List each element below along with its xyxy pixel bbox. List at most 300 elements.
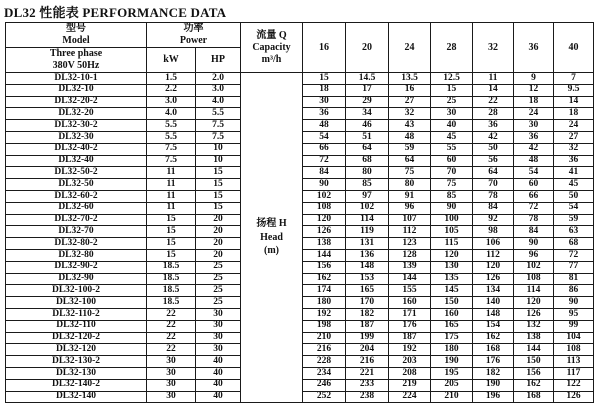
hp-cell: 15 <box>196 190 241 202</box>
head-value-cell: 138 <box>514 332 554 344</box>
head-value-cell: 132 <box>514 320 554 332</box>
head-value-cell: 130 <box>431 261 473 273</box>
head-value-cell: 150 <box>431 297 473 309</box>
head-value-cell: 14 <box>473 84 514 96</box>
head-value-cell: 182 <box>473 367 514 379</box>
kw-cell: 30 <box>147 367 196 379</box>
head-value-cell: 72 <box>554 249 594 261</box>
head-value-cell: 120 <box>473 261 514 273</box>
model-cell: DL32-140-2 <box>6 379 147 391</box>
head-value-cell: 162 <box>303 273 346 285</box>
head-value-cell: 59 <box>389 143 431 155</box>
head-value-cell: 68 <box>554 238 594 250</box>
head-value-cell: 43 <box>389 120 431 132</box>
head-value-cell: 17 <box>346 84 389 96</box>
head-value-cell: 192 <box>303 308 346 320</box>
head-value-cell: 104 <box>554 332 594 344</box>
model-cell: DL32-70-2 <box>6 214 147 226</box>
kw-cell: 30 <box>147 391 196 403</box>
head-value-cell: 114 <box>346 214 389 226</box>
head-value-cell: 32 <box>554 143 594 155</box>
head-value-cell: 144 <box>303 249 346 261</box>
head-value-cell: 190 <box>473 379 514 391</box>
head-value-cell: 198 <box>303 320 346 332</box>
head-value-cell: 90 <box>431 202 473 214</box>
head-value-cell: 117 <box>554 367 594 379</box>
head-value-cell: 64 <box>346 143 389 155</box>
head-value-cell: 24 <box>514 108 554 120</box>
head-value-cell: 148 <box>473 308 514 320</box>
hp-cell: 10 <box>196 155 241 167</box>
head-value-cell: 95 <box>554 308 594 320</box>
head-value-cell: 168 <box>514 391 554 403</box>
head-value-cell: 204 <box>346 344 389 356</box>
model-cell: DL32-50-2 <box>6 167 147 179</box>
head-value-cell: 68 <box>346 155 389 167</box>
head-value-cell: 120 <box>431 249 473 261</box>
hp-cell: 20 <box>196 226 241 238</box>
head-value-cell: 180 <box>431 344 473 356</box>
model-cell: DL32-140 <box>6 391 147 403</box>
head-value-cell: 15 <box>303 73 346 85</box>
head-value-cell: 210 <box>431 391 473 403</box>
kw-cell: 30 <box>147 379 196 391</box>
hp-cell: 4.0 <box>196 96 241 108</box>
model-cell: DL32-80-2 <box>6 238 147 250</box>
head-value-cell: 55 <box>431 143 473 155</box>
head-label-cell <box>241 73 303 403</box>
head-value-cell: 196 <box>473 391 514 403</box>
hp-cell: 25 <box>196 261 241 273</box>
head-value-cell: 36 <box>514 131 554 143</box>
hp-cell: 25 <box>196 297 241 309</box>
model-subheader <box>6 48 147 73</box>
head-value-cell: 199 <box>346 332 389 344</box>
head-value-cell: 48 <box>303 120 346 132</box>
head-value-cell: 84 <box>303 167 346 179</box>
head-value-cell: 139 <box>389 261 431 273</box>
model-cell: DL32-120-2 <box>6 332 147 344</box>
head-value-cell: 180 <box>303 297 346 309</box>
flow-column-header-20: 20 <box>346 23 389 73</box>
head-value-cell: 120 <box>303 214 346 226</box>
head-value-cell: 106 <box>473 238 514 250</box>
head-value-cell: 11 <box>473 73 514 85</box>
power-column-header <box>147 23 241 48</box>
head-value-cell: 190 <box>431 356 473 368</box>
head-value-cell: 9.5 <box>554 84 594 96</box>
head-value-cell: 126 <box>303 226 346 238</box>
model-cell: DL32-90-2 <box>6 261 147 273</box>
head-value-cell: 208 <box>389 367 431 379</box>
model-column-header <box>6 23 147 48</box>
head-value-cell: 70 <box>431 167 473 179</box>
head-value-cell: 18 <box>514 96 554 108</box>
head-value-cell: 80 <box>389 179 431 191</box>
head-value-cell: 119 <box>346 226 389 238</box>
head-value-cell: 50 <box>554 190 594 202</box>
head-value-cell: 78 <box>473 190 514 202</box>
head-value-cell: 102 <box>303 190 346 202</box>
model-cell: DL32-110-2 <box>6 308 147 320</box>
head-value-cell: 28 <box>473 108 514 120</box>
kw-cell: 22 <box>147 320 196 332</box>
head-value-cell: 30 <box>303 96 346 108</box>
head-value-cell: 154 <box>473 320 514 332</box>
head-label-unit: (m) <box>264 245 279 257</box>
head-value-cell: 210 <box>303 332 346 344</box>
model-cell: DL32-70 <box>6 226 147 238</box>
hp-cell: 15 <box>196 202 241 214</box>
head-value-cell: 64 <box>389 155 431 167</box>
hp-cell: 20 <box>196 238 241 250</box>
hp-cell: 40 <box>196 367 241 379</box>
head-value-cell: 221 <box>346 367 389 379</box>
hp-cell: 7.5 <box>196 120 241 132</box>
head-value-cell: 150 <box>514 356 554 368</box>
head-value-cell: 233 <box>346 379 389 391</box>
head-value-cell: 60 <box>431 155 473 167</box>
model-cell: DL32-30-2 <box>6 120 147 132</box>
head-value-cell: 7 <box>554 73 594 85</box>
head-value-cell: 45 <box>431 131 473 143</box>
capacity-header-en: Capacity <box>252 41 291 53</box>
head-value-cell: 102 <box>514 261 554 273</box>
head-value-cell: 25 <box>431 96 473 108</box>
head-value-cell: 85 <box>346 179 389 191</box>
hp-cell: 25 <box>196 285 241 297</box>
kw-cell: 15 <box>147 214 196 226</box>
head-value-cell: 171 <box>389 308 431 320</box>
head-value-cell: 91 <box>389 190 431 202</box>
hp-cell: 30 <box>196 332 241 344</box>
head-value-cell: 113 <box>554 356 594 368</box>
head-value-cell: 219 <box>389 379 431 391</box>
kw-cell: 5.5 <box>147 131 196 143</box>
head-value-cell: 30 <box>431 108 473 120</box>
kw-cell: 30 <box>147 356 196 368</box>
head-value-cell: 114 <box>514 285 554 297</box>
head-value-cell: 16 <box>389 84 431 96</box>
head-value-cell: 122 <box>554 379 594 391</box>
head-value-cell: 126 <box>514 308 554 320</box>
model-header-en: Model <box>62 35 90 46</box>
head-value-cell: 34 <box>346 108 389 120</box>
head-value-cell: 162 <box>473 332 514 344</box>
head-value-cell: 156 <box>514 367 554 379</box>
head-value-cell: 75 <box>389 167 431 179</box>
kw-cell: 15 <box>147 249 196 261</box>
head-value-cell: 77 <box>554 261 594 273</box>
head-value-cell: 90 <box>303 179 346 191</box>
model-cell: DL32-60 <box>6 202 147 214</box>
head-value-cell: 140 <box>473 297 514 309</box>
head-value-cell: 98 <box>473 226 514 238</box>
model-cell: DL32-30 <box>6 131 147 143</box>
hp-cell: 30 <box>196 344 241 356</box>
kw-cell: 18.5 <box>147 261 196 273</box>
head-value-cell: 195 <box>431 367 473 379</box>
head-value-cell: 108 <box>303 202 346 214</box>
hp-cell: 40 <box>196 379 241 391</box>
kw-cell: 1.5 <box>147 73 196 85</box>
head-value-cell: 162 <box>514 379 554 391</box>
head-value-cell: 96 <box>389 202 431 214</box>
head-value-cell: 45 <box>554 179 594 191</box>
head-value-cell: 66 <box>514 190 554 202</box>
head-value-cell: 46 <box>346 120 389 132</box>
head-value-cell: 120 <box>514 297 554 309</box>
kw-cell: 22 <box>147 308 196 320</box>
head-value-cell: 176 <box>473 356 514 368</box>
head-value-cell: 54 <box>554 202 594 214</box>
kw-cell: 11 <box>147 190 196 202</box>
head-value-cell: 51 <box>346 131 389 143</box>
model-subheader-line2: 380V 50Hz <box>52 60 100 71</box>
hp-cell: 2.0 <box>196 73 241 85</box>
capacity-header-zh: 流量 Q <box>256 29 287 41</box>
head-value-cell: 84 <box>473 202 514 214</box>
model-header-zh: 型号 <box>66 23 86 34</box>
head-value-cell: 99 <box>554 320 594 332</box>
header-row-top <box>6 23 594 48</box>
head-value-cell: 90 <box>554 297 594 309</box>
head-value-cell: 176 <box>389 320 431 332</box>
head-value-cell: 86 <box>554 285 594 297</box>
head-value-cell: 18 <box>554 108 594 120</box>
model-cell: DL32-80 <box>6 249 147 261</box>
head-label-en: Head <box>260 231 283 243</box>
page-title: DL32 性能表 PERFORMANCE DATA <box>4 5 227 20</box>
head-value-cell: 155 <box>389 285 431 297</box>
hp-cell: 25 <box>196 273 241 285</box>
head-value-cell: 81 <box>554 273 594 285</box>
head-value-cell: 41 <box>554 167 594 179</box>
head-value-cell: 131 <box>346 238 389 250</box>
kw-cell: 7.5 <box>147 155 196 167</box>
flow-column-header-16: 16 <box>303 23 346 73</box>
head-value-cell: 100 <box>431 214 473 226</box>
kw-cell: 15 <box>147 226 196 238</box>
model-cell: DL32-130 <box>6 367 147 379</box>
head-value-cell: 29 <box>346 96 389 108</box>
head-value-cell: 36 <box>473 120 514 132</box>
head-value-cell: 108 <box>554 344 594 356</box>
head-value-cell: 153 <box>346 273 389 285</box>
model-cell: DL32-100 <box>6 297 147 309</box>
kw-cell: 22 <box>147 344 196 356</box>
head-value-cell: 13.5 <box>389 73 431 85</box>
head-value-cell: 48 <box>514 155 554 167</box>
model-cell: DL32-50 <box>6 179 147 191</box>
head-value-cell: 80 <box>346 167 389 179</box>
flow-column-header-40: 40 <box>554 23 594 73</box>
kw-cell: 3.0 <box>147 96 196 108</box>
head-value-cell: 112 <box>473 249 514 261</box>
performance-table <box>5 22 594 403</box>
head-value-cell: 97 <box>346 190 389 202</box>
capacity-column-header <box>241 23 303 73</box>
flow-column-header-24: 24 <box>389 23 431 73</box>
model-cell: DL32-40 <box>6 155 147 167</box>
head-label-zh: 扬程 H <box>256 218 287 230</box>
head-value-cell: 134 <box>473 285 514 297</box>
head-value-cell: 252 <box>303 391 346 403</box>
hp-cell: 15 <box>196 167 241 179</box>
hp-cell: 40 <box>196 356 241 368</box>
head-value-cell: 187 <box>346 320 389 332</box>
model-cell: DL32-130-2 <box>6 356 147 368</box>
hp-cell: 7.5 <box>196 131 241 143</box>
hp-cell: 10 <box>196 143 241 155</box>
head-value-cell: 187 <box>389 332 431 344</box>
head-value-cell: 175 <box>431 332 473 344</box>
head-value-cell: 42 <box>473 131 514 143</box>
head-value-cell: 32 <box>389 108 431 120</box>
head-value-cell: 182 <box>346 308 389 320</box>
head-value-cell: 156 <box>303 261 346 273</box>
model-cell: DL32-110 <box>6 320 147 332</box>
head-value-cell: 75 <box>431 179 473 191</box>
head-value-cell: 107 <box>389 214 431 226</box>
table-body <box>6 73 594 403</box>
table-header <box>6 23 594 73</box>
head-value-cell: 136 <box>346 249 389 261</box>
model-cell: DL32-100-2 <box>6 285 147 297</box>
head-value-cell: 234 <box>303 367 346 379</box>
head-value-cell: 12 <box>514 84 554 96</box>
model-cell: DL32-90 <box>6 273 147 285</box>
head-value-cell: 54 <box>303 131 346 143</box>
head-value-cell: 85 <box>431 190 473 202</box>
head-value-cell: 228 <box>303 356 346 368</box>
hp-cell: 30 <box>196 308 241 320</box>
head-value-cell: 48 <box>389 131 431 143</box>
head-value-cell: 24 <box>554 120 594 132</box>
kw-cell: 11 <box>147 167 196 179</box>
head-value-cell: 72 <box>514 202 554 214</box>
head-value-cell: 70 <box>473 179 514 191</box>
hp-cell: 15 <box>196 179 241 191</box>
head-value-cell: 42 <box>514 143 554 155</box>
head-value-cell: 170 <box>346 297 389 309</box>
head-value-cell: 102 <box>346 202 389 214</box>
head-value-cell: 216 <box>346 356 389 368</box>
hp-cell: 3.0 <box>196 84 241 96</box>
head-value-cell: 192 <box>389 344 431 356</box>
kw-cell: 2.2 <box>147 84 196 96</box>
model-subheader-line1: Three phase <box>49 48 103 59</box>
head-value-cell: 36 <box>554 155 594 167</box>
kw-cell: 4.0 <box>147 108 196 120</box>
power-header-zh: 功率 <box>183 23 204 34</box>
head-value-cell: 203 <box>389 356 431 368</box>
head-value-cell: 9 <box>514 73 554 85</box>
head-value-cell: 14.5 <box>346 73 389 85</box>
head-value-cell: 138 <box>303 238 346 250</box>
head-value-cell: 59 <box>554 214 594 226</box>
kw-header: kW <box>147 48 196 73</box>
kw-cell: 5.5 <box>147 120 196 132</box>
head-value-cell: 160 <box>431 308 473 320</box>
model-cell: DL32-120 <box>6 344 147 356</box>
head-value-cell: 123 <box>389 238 431 250</box>
hp-header: HP <box>196 48 241 73</box>
hp-cell: 30 <box>196 320 241 332</box>
model-cell: DL32-60-2 <box>6 190 147 202</box>
head-value-cell: 224 <box>389 391 431 403</box>
head-value-cell: 66 <box>303 143 346 155</box>
head-value-cell: 12.5 <box>431 73 473 85</box>
kw-cell: 11 <box>147 202 196 214</box>
head-value-cell: 22 <box>473 96 514 108</box>
head-value-cell: 216 <box>303 344 346 356</box>
head-value-cell: 174 <box>303 285 346 297</box>
head-value-cell: 92 <box>473 214 514 226</box>
power-header-en: Power <box>179 35 208 46</box>
head-value-cell: 64 <box>473 167 514 179</box>
head-value-cell: 115 <box>431 238 473 250</box>
flow-column-header-32: 32 <box>473 23 514 73</box>
flow-column-header-36: 36 <box>514 23 554 73</box>
head-value-cell: 72 <box>303 155 346 167</box>
head-value-cell: 78 <box>514 214 554 226</box>
head-value-cell: 105 <box>431 226 473 238</box>
head-value-cell: 126 <box>473 273 514 285</box>
head-value-cell: 112 <box>389 226 431 238</box>
kw-cell: 18.5 <box>147 297 196 309</box>
hp-cell: 40 <box>196 391 241 403</box>
head-value-cell: 160 <box>389 297 431 309</box>
model-cell: DL32-20-2 <box>6 96 147 108</box>
kw-cell: 15 <box>147 238 196 250</box>
head-value-cell: 14 <box>554 96 594 108</box>
hp-cell: 5.5 <box>196 108 241 120</box>
head-value-cell: 165 <box>346 285 389 297</box>
kw-cell: 7.5 <box>147 143 196 155</box>
head-value-cell: 168 <box>473 344 514 356</box>
head-value-cell: 54 <box>514 167 554 179</box>
model-cell: DL32-10-1 <box>6 73 147 85</box>
head-value-cell: 30 <box>514 120 554 132</box>
head-value-cell: 246 <box>303 379 346 391</box>
table-row <box>6 73 594 85</box>
head-value-cell: 27 <box>389 96 431 108</box>
head-value-cell: 238 <box>346 391 389 403</box>
head-value-cell: 63 <box>554 226 594 238</box>
head-value-cell: 165 <box>431 320 473 332</box>
head-value-cell: 205 <box>431 379 473 391</box>
model-cell: DL32-20 <box>6 108 147 120</box>
head-value-cell: 40 <box>431 120 473 132</box>
head-value-cell: 18 <box>303 84 346 96</box>
flow-column-header-28: 28 <box>431 23 473 73</box>
head-value-cell: 90 <box>514 238 554 250</box>
capacity-header-unit: m³/h <box>261 53 282 65</box>
head-value-cell: 50 <box>473 143 514 155</box>
model-cell: DL32-40-2 <box>6 143 147 155</box>
head-value-cell: 36 <box>303 108 346 120</box>
kw-cell: 11 <box>147 179 196 191</box>
hp-cell: 20 <box>196 214 241 226</box>
head-value-cell: 144 <box>514 344 554 356</box>
head-value-cell: 145 <box>431 285 473 297</box>
hp-cell: 20 <box>196 249 241 261</box>
kw-cell: 18.5 <box>147 285 196 297</box>
model-cell: DL32-10 <box>6 84 147 96</box>
head-value-cell: 126 <box>554 391 594 403</box>
head-value-cell: 56 <box>473 155 514 167</box>
